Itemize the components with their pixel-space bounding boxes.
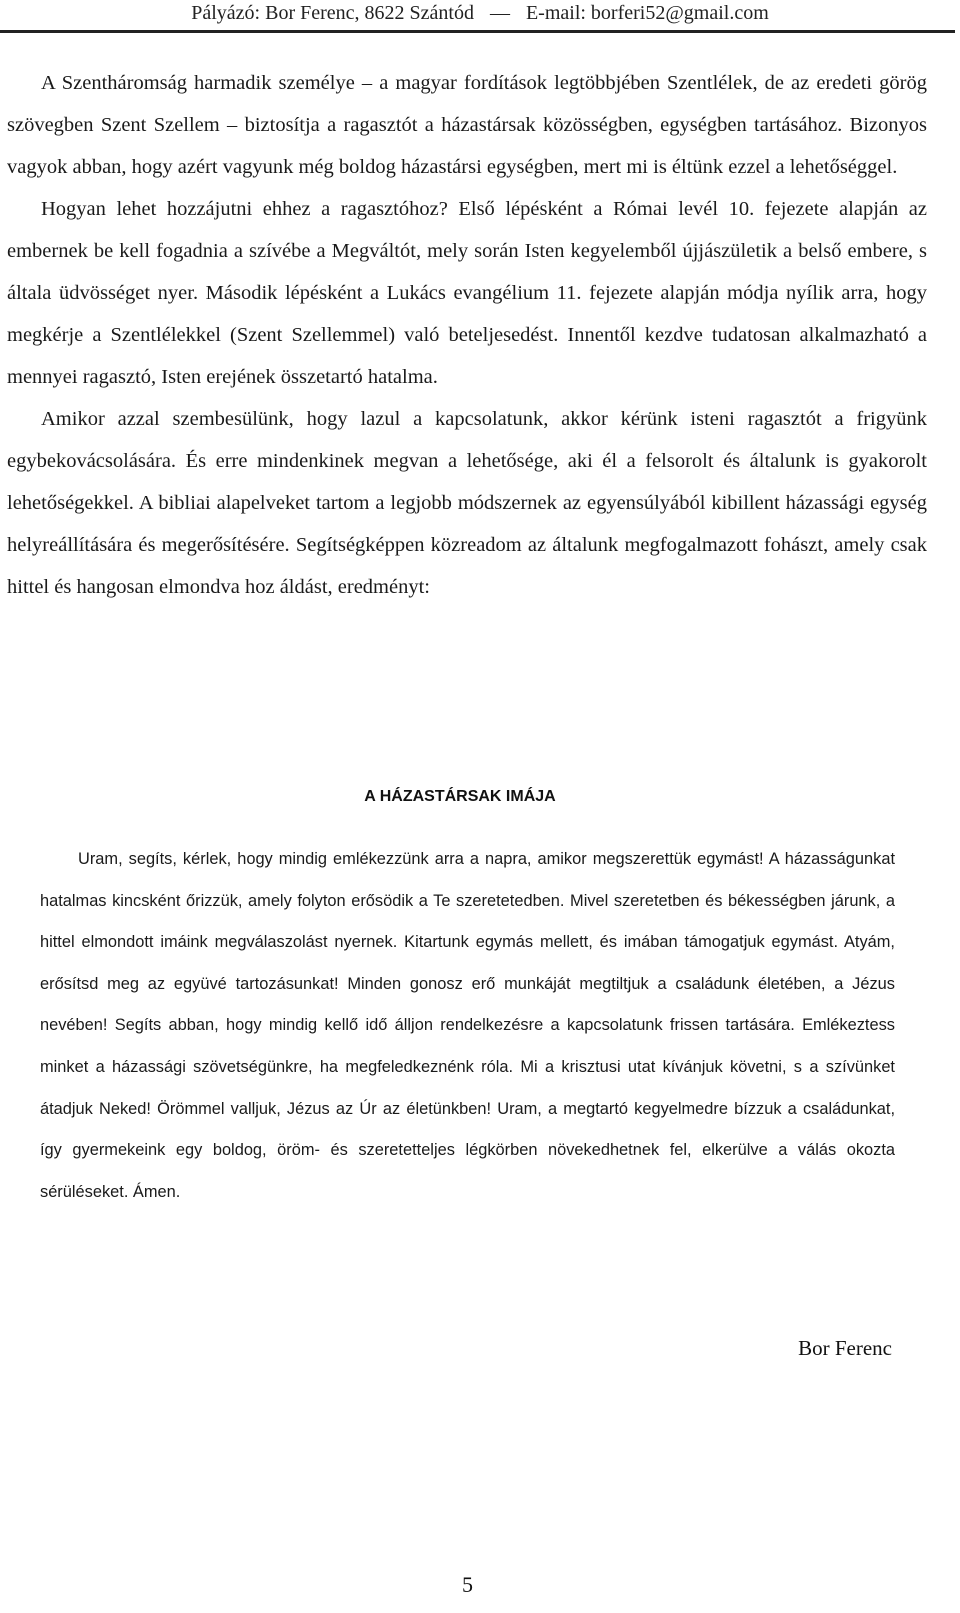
header-rule bbox=[0, 30, 955, 33]
paragraph: Hogyan lehet hozzájutni ehhez a ragasztóhoz? Első lépésként a Római levél 10. fejezete alapján az embernek be kell fogadnia a szívébe a Megváltót, mely során Isten kegyelemből újjászületik a belső embere, s általa üdvösséget nyer. Második lépésként a Lukács evangélium 11. fejezete alapján módja nyílik arra, hogy megkérje a Szentlélekkel (Szent Szellemmel) való beteljesedést. Innentől kezdve tudatosan alkalmazható a mennyei ragasztó, Isten erejének összetartó hatalma. bbox=[7, 198, 927, 388]
signature: Bor Ferenc bbox=[798, 1336, 892, 1360]
header-dash: — bbox=[489, 2, 510, 24]
prayer-text bbox=[40, 839, 895, 1213]
paragraph: A Szentháromság harmadik személye – a magyar fordítások legtöbbjében Szentlélek, de az eredeti görög szövegben Szent Szellem – biztosítja a ragasztót a házastársak közösségben, egységben tartásához. Bizonyos vagyok abban, hogy azért vagyunk még boldog házastársi egységben, mert mi is éltünk ezzel a lehetőséggel. bbox=[7, 72, 927, 178]
page-header bbox=[0, 2, 960, 25]
paragraph: Amikor azzal szembesülünk, hogy lazul a kapcsolatunk, akkor kérünk isteni ragasztót a frigyünk egybekovácsolására. És erre mindenkinek megvan a lehetősége, aki él a felsorolt és általunk is gyakorolt lehetőségekkel. A bibliai alapelveket tartom a legjobb módszernek az egyensúlyából kibillent házassági egység helyreállítására és megerősítésére. Segítségképpen közreadom az általunk megfogalmazott fohászt, amely csak hittel és hangosan elmondva hoz áldást, eredményt: bbox=[7, 408, 927, 598]
header-applicant: Pályázó: Bor Ferenc, 8622 Szántód bbox=[191, 2, 474, 24]
header-email: E-mail: borferi52@gmail.com bbox=[525, 2, 769, 24]
body-text bbox=[7, 62, 927, 608]
prayer-paragraph: Uram, segíts, kérlek, hogy mindig emlékezzünk arra a napra, amikor megszerettük egymást! A házasságunkat hatalmas kincsként őrizzük, amely folyton erősödik a Te szeretetedben. Mivel szeretetben és békességben járunk, a hittel elmondott imáink megválaszolást nyernek. Kitartunk egymás mellett, és imában támogatjuk egymást. Atyám, erősítsd meg az együvé tartozásunkat! Minden gonosz erő munkáját megtiltjuk a családunk életében, a Jézus nevében! Segíts abban, hogy mindig kellő idő álljon rendelkezésre a kapcsolatunk frissen tartására. Emlékeztess minket a házassági szövetségünkre, ha megfeledkeznénk róla. Mi a krisztusi utat kívánjuk követni, s a szívünket átadjuk Neked! Örömmel valljuk, Jézus az Úr az életünkben! Uram, a megtartó kegyelmedre bízzuk a családunkat, így gyermekeink egy boldog, öröm- és szeretetteljes légkörben növekedhetnek fel, elkerülve a válás okozta sérüléseket. Ámen. bbox=[40, 850, 895, 1201]
prayer-title: A HÁZASTÁRSAK IMÁJA bbox=[364, 788, 556, 805]
page-number: 5 bbox=[462, 1572, 473, 1597]
